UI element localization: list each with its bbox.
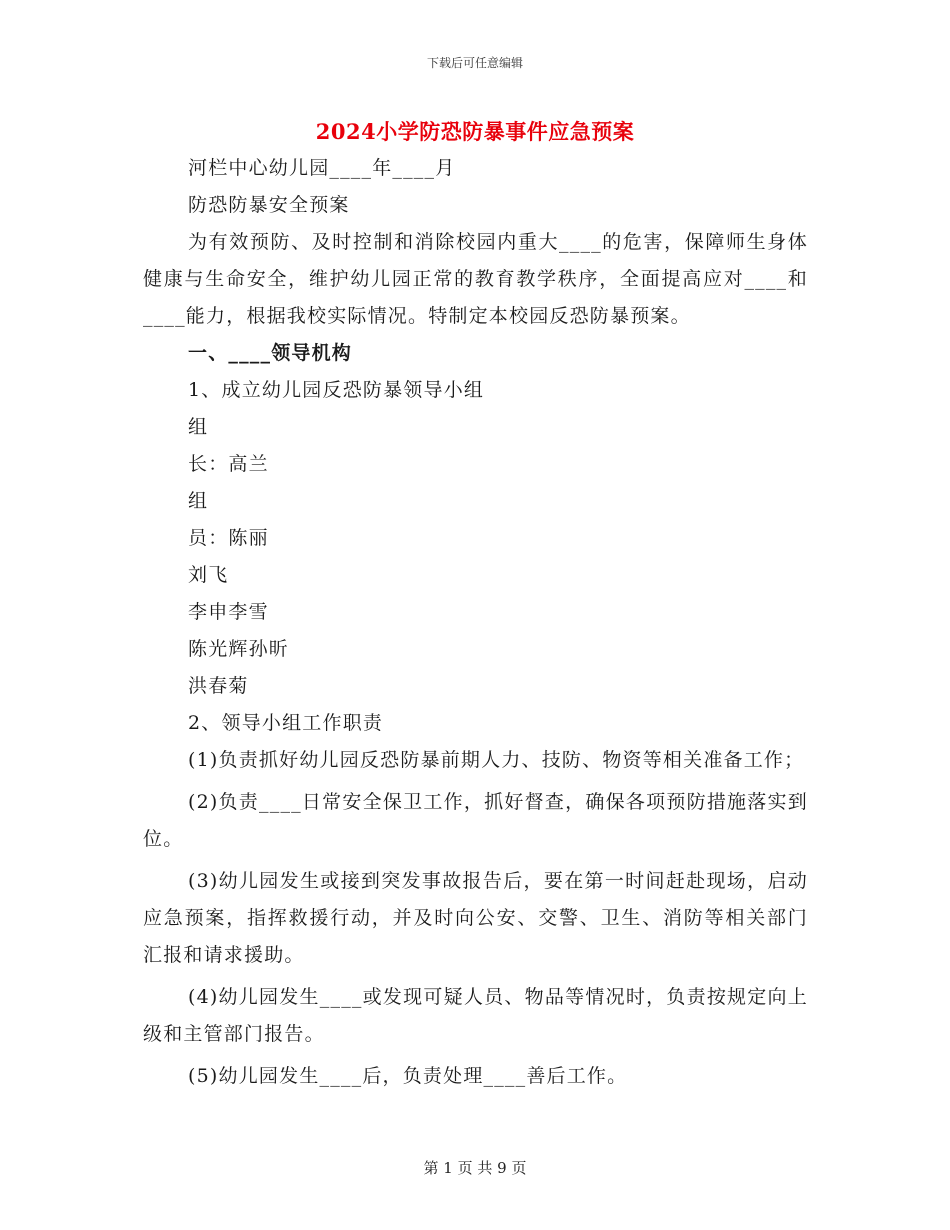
doc-name: 防恐防暴安全预案 bbox=[188, 194, 350, 216]
member-line: 刘飞 bbox=[188, 564, 229, 586]
page-footer-number: 第 1 页 共 9 页 bbox=[423, 1159, 527, 1177]
duty-paragraph: (1)负责抓好幼儿园反恐防暴前期人力、技防、物资等相关准备工作； bbox=[188, 749, 805, 771]
page-header-note: 下载后可任意编辑 bbox=[426, 56, 523, 70]
member-line: 长：高兰 bbox=[188, 453, 269, 475]
member-line: 员：陈丽 bbox=[188, 527, 269, 549]
member-line: 李申李雪 bbox=[188, 601, 269, 623]
intro-paragraph: 为有效预防、及时控制和消除校园内重大____的危害，保障师生身体健康与生命安全，维护幼儿园正常的教育教学秩序，全面提高应对____和____能力，根据我校实际情况。特制定本校园反恐防暴预案。 bbox=[143, 231, 808, 327]
duty-paragraph: (2)负责____日常安全保卫工作，抓好督查，确保各项预防措施落实到位。 bbox=[143, 791, 808, 850]
duty-paragraph: (3)幼儿园发生或接到突发事故报告后，要在第一时间赶赴现场，启动应急预案，指挥救援行动，并及时向公安、交警、卫生、消防等相关部门汇报和请求援助。 bbox=[143, 870, 808, 966]
member-line: 组 bbox=[188, 490, 209, 512]
duty-paragraph: (5)幼儿园发生____后，负责处理____善后工作。 bbox=[188, 1065, 628, 1087]
org-line: 河栏中心幼儿园____年____月 bbox=[188, 157, 456, 179]
member-line: 陈光辉孙昕 bbox=[188, 638, 290, 660]
document-body bbox=[143, 150, 808, 1100]
member-line: 组 bbox=[188, 416, 209, 438]
item-heading-group: 1、成立幼儿园反恐防暴领导小组 bbox=[188, 379, 485, 401]
section-heading-leadership: 一、____领导机构 bbox=[188, 342, 353, 364]
item-heading-duties: 2、领导小组工作职责 bbox=[188, 712, 384, 734]
member-line: 洪春菊 bbox=[188, 675, 249, 697]
duty-paragraph: (4)幼儿园发生____或发现可疑人员、物品等情况时，负责按规定向上级和主管部门报告。 bbox=[143, 986, 808, 1045]
document-title: 2024小学防恐防暴事件应急预案 bbox=[315, 119, 635, 144]
